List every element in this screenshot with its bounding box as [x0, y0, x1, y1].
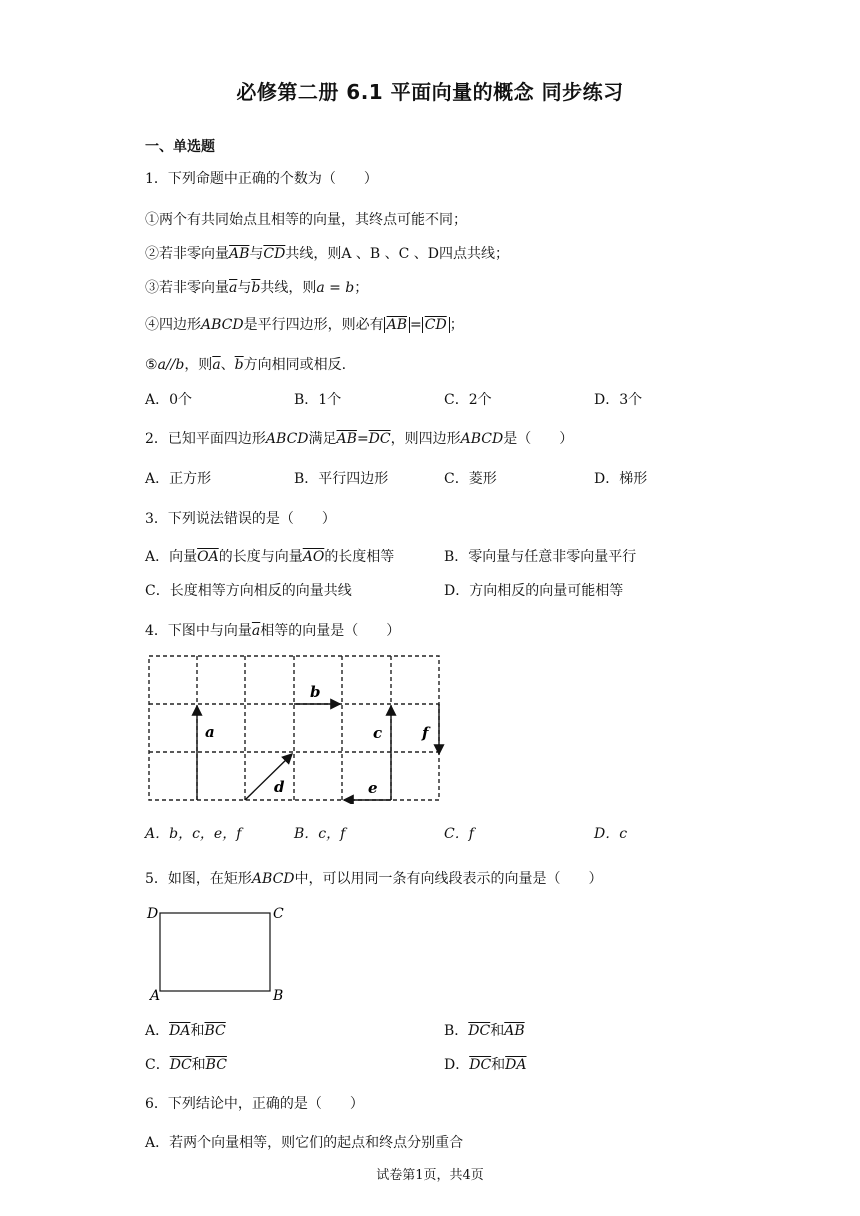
page-title: 必修第二册 6.1 平面向量的概念 同步练习 — [236, 80, 624, 104]
q5-option-d[interactable]: D．$\overline{DC}$和$\overline{DA}$ — [444, 1057, 527, 1073]
rectangle-abcd — [160, 913, 270, 991]
q5-option-b[interactable]: B．$\overline{DC}$和$\overline{AB}$ — [444, 1023, 525, 1039]
q2-option-c[interactable]: C．菱形 — [444, 471, 497, 487]
page-footer: 试卷第1页，共4页 — [376, 1168, 484, 1183]
q4-option-d[interactable]: D．c — [594, 826, 628, 842]
q2-stem: 2．已知平面四边形ABCD满足$\overline{AB}=\overline{DC}$，则四边形ABCD是（ ） — [145, 431, 574, 447]
q1-option-d[interactable]: D．3个 — [594, 392, 643, 408]
grid-lines — [149, 656, 439, 800]
q1-statement-1: ①两个有共同始点且相等的向量，其终点可能不同； — [145, 212, 467, 228]
q3-option-d[interactable]: D．方向相反的向量可能相等 — [444, 583, 624, 599]
q1-option-c[interactable]: C．2个 — [444, 392, 492, 408]
q5-option-a[interactable]: A．$\overline{DA}$和$\overline{BC}$ — [145, 1023, 226, 1039]
q1-option-a[interactable]: A．0个 — [145, 392, 193, 408]
q3-option-b[interactable]: B．零向量与任意非零向量平行 — [444, 549, 637, 565]
q6-option-a[interactable]: A．若两个向量相等，则它们的起点和终点分别重合 — [145, 1135, 464, 1151]
q1-statement-4: ④四边形ABCD是平行四边形，则必有 $\overline{AB} = \overline{CD}$ ； — [145, 317, 464, 333]
q2-option-d[interactable]: D．梯形 — [594, 471, 648, 487]
corner-a: A — [150, 988, 161, 1004]
label-b: b — [310, 683, 321, 701]
q2-option-b[interactable]: B．平行四边形 — [294, 471, 389, 487]
corner-d: D — [147, 906, 159, 922]
corner-c: C — [273, 906, 284, 922]
label-f: f — [422, 724, 429, 742]
vector-d-arrow — [245, 754, 292, 800]
q6-stem: 6．下列结论中，正确的是（ ） — [145, 1096, 364, 1112]
q4-option-a[interactable]: A．b，c，e，f — [145, 826, 242, 842]
section-heading: 一、单选题 — [145, 139, 215, 155]
label-e: e — [368, 779, 378, 797]
q3-option-a[interactable]: A．向量$\overline{OA}$的长度与向量$\overline{AO}$的长度相等 — [145, 549, 395, 565]
q4-option-b[interactable]: B．c，f — [294, 826, 346, 842]
q1-option-b[interactable]: B．1个 — [294, 392, 342, 408]
q2-option-a[interactable]: A．正方形 — [145, 471, 212, 487]
label-d: d — [274, 778, 285, 796]
q1-statement-5: ⑤a//b，则$\overline{a}$、$\overline{b}$方向相同或相反. — [145, 357, 347, 373]
corner-b: B — [273, 988, 284, 1004]
label-c: c — [373, 724, 383, 742]
q5-option-c[interactable]: C．$\overline{DC}$和$\overline{BC}$ — [145, 1057, 227, 1073]
q1-stem: 1．下列命题中正确的个数为（ ） — [145, 171, 378, 187]
q3-stem: 3．下列说法错误的是（ ） — [145, 511, 336, 527]
q1-statement-2: ②若非零向量$\overline{AB}$与$\overline{CD}$共线，则A 、B 、C 、D四点共线； — [145, 246, 510, 262]
label-a: a — [205, 723, 215, 741]
vector-grid-figure — [145, 652, 445, 804]
q4-stem: 4．下图中与向量$\overline{a}$相等的向量是（ ） — [145, 623, 401, 639]
q4-option-c[interactable]: C．f — [444, 826, 474, 842]
q1-statement-3: ③若非零向量$\overline{a}$与$\overline{b}$共线，则a = b； — [145, 280, 369, 296]
q3-option-c[interactable]: C．长度相等方向相反的向量共线 — [145, 583, 352, 599]
rectangle-figure — [145, 902, 295, 1006]
q5-stem: 5．如图，在矩形ABCD中，可以用同一条有向线段表示的向量是（ ） — [145, 871, 603, 887]
